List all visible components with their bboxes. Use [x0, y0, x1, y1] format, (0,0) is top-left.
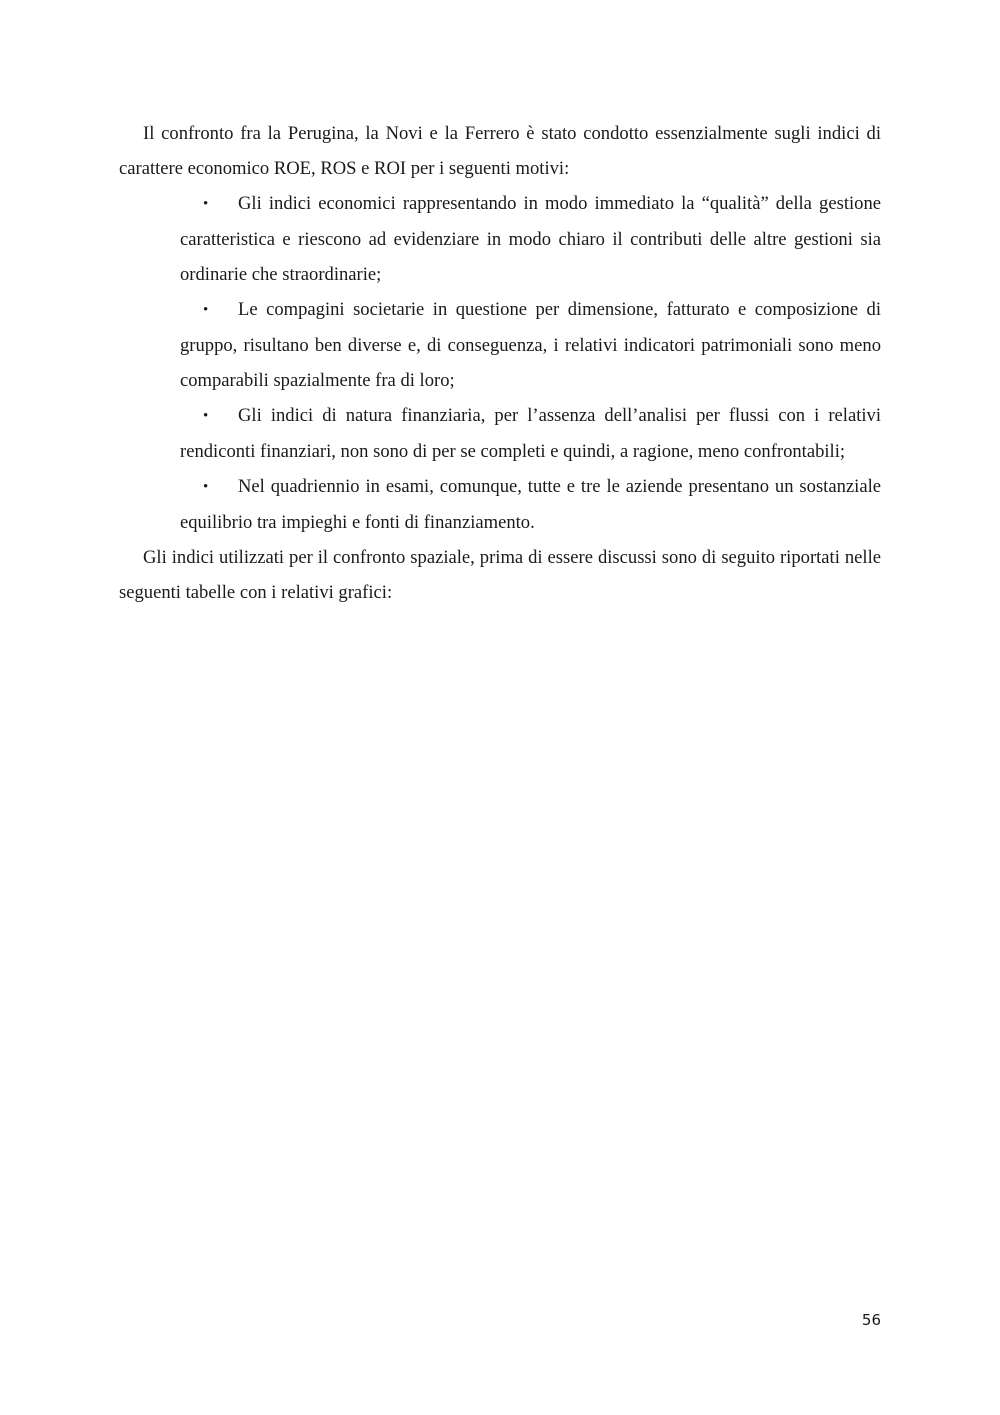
bullet-icon: • — [203, 302, 209, 318]
list-item — [180, 292, 881, 398]
list-item — [180, 469, 881, 540]
body-text — [119, 116, 881, 610]
list-item — [180, 186, 881, 292]
intro-paragraph: Il confronto fra la Perugina, la Novi e la Ferrero è stato condotto essenzialmente sugli indici di carattere economico ROE, ROS e ROI per i seguenti motivi: — [119, 123, 881, 179]
list-item-text: Gli indici di natura finanziaria, per l’assenza dell’analisi per flussi con i relativi rendiconti finanziari, non sono di per se completi e quindi, a ragione, meno confrontabili; — [180, 405, 881, 462]
bullet-icon: • — [203, 408, 209, 424]
list-item-text: Nel quadriennio in esami, comunque, tutte e tre le aziende presentano un sostanziale equilibrio tra impieghi e fonti di finanziamento. — [180, 476, 881, 533]
bullet-icon: • — [203, 479, 209, 495]
list-item-text: Le compagini societarie in questione per dimensione, fatturato e composizione di gruppo, risultano ben diverse e, di conseguenza, i relativi indicatori patrimoniali sono meno comparabili spazialmente fra di loro; — [180, 299, 881, 391]
list-item-text: Gli indici economici rappresentando in modo immediato la “qualità” della gestione caratteristica e riescono ad evidenziare in modo chiaro il contributi delle altre gestioni sia ordinarie che straordinarie; — [180, 193, 881, 285]
bullet-list — [119, 186, 881, 540]
page-number: 56 — [861, 1311, 881, 1329]
closing-paragraph: Gli indici utilizzati per il confronto spaziale, prima di essere discussi sono di seguito riportati nelle seguenti tabelle con i relativi grafici: — [119, 547, 881, 603]
list-item — [180, 398, 881, 469]
bullet-icon: • — [203, 196, 209, 212]
